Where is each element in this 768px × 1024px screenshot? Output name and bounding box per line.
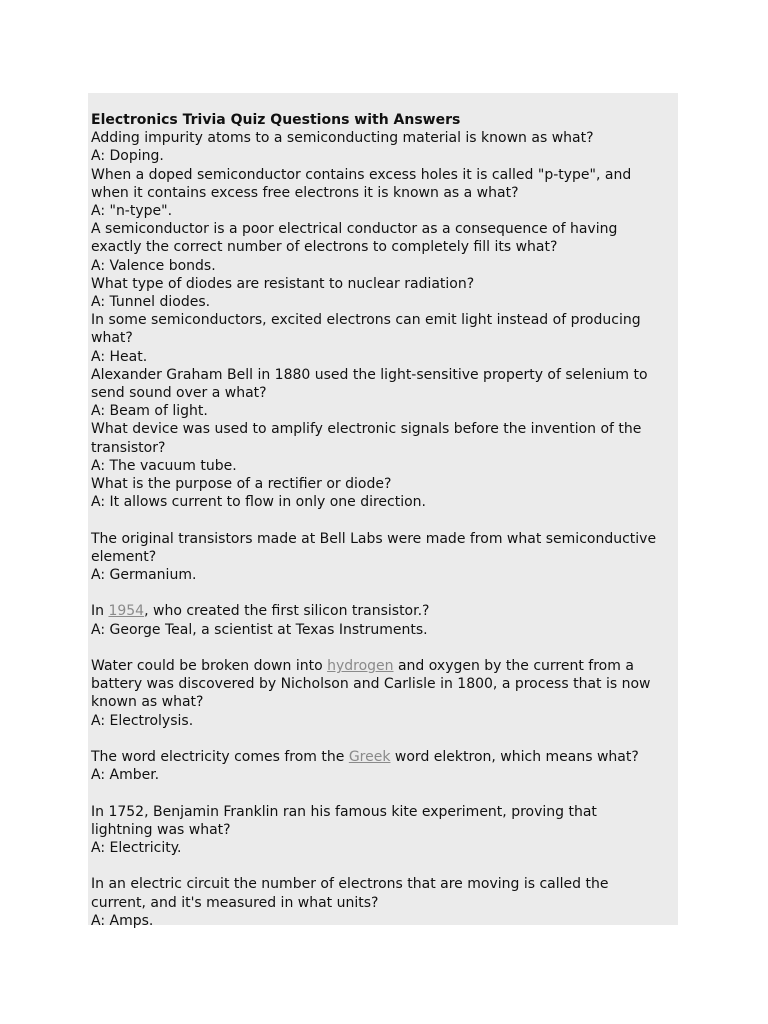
question-line: A semiconductor is a poor electrical conductor as a consequence of having — [91, 221, 618, 238]
answer-line: A: It allows current to flow in only one direction. — [91, 494, 427, 511]
question-line — [91, 602, 681, 620]
question-line: In some semiconductors, excited electrons can emit light instead of producing — [91, 312, 641, 329]
answer-line: A: The vacuum tube. — [91, 457, 237, 474]
answer-line: A: George Teal, a scientist at Texas Instruments. — [91, 621, 428, 638]
answer-line: A: Germanium. — [91, 567, 197, 584]
question-line: Adding impurity atoms to a semiconducting material is known as what? — [91, 130, 594, 147]
question-text: word elektron, which means what? — [390, 749, 639, 766]
question-line: When a doped semiconductor contains excess holes it is called "p-type", and — [91, 166, 632, 183]
question-line: current, and it's measured in what units? — [91, 894, 379, 911]
question-line: known as what? — [91, 694, 204, 711]
document-title: Electronics Trivia Quiz Questions with Answers — [91, 112, 461, 128]
paragraph-spacer — [91, 511, 681, 529]
link-hydrogen[interactable]: hydrogen — [327, 658, 394, 675]
question-text: and oxygen by the current from a — [393, 658, 634, 675]
paragraph-spacer — [91, 857, 681, 875]
question-text: , who created the first silicon transistor.? — [144, 603, 430, 620]
paragraph-spacer — [91, 784, 681, 802]
question-line: What type of diodes are resistant to nuclear radiation? — [91, 275, 475, 292]
question-text: In — [91, 603, 109, 620]
paragraph-spacer — [91, 639, 681, 657]
answer-line: A: Tunnel diodes. — [91, 294, 211, 311]
answer-line: A: Doping. — [91, 148, 164, 165]
question-line: what? — [91, 330, 133, 347]
question-text: Water could be broken down into — [91, 658, 328, 675]
question-line: exactly the correct number of electrons to completely fill its what? — [91, 239, 558, 256]
answer-line: A: Amber. — [91, 767, 160, 784]
answer-line: A: Beam of light. — [91, 403, 208, 420]
question-line: Alexander Graham Bell in 1880 used the light-sensitive property of selenium to — [91, 366, 648, 383]
question-text: The word electricity comes from the — [91, 749, 349, 766]
question-line: lightning was what? — [91, 821, 231, 838]
question-line: when it contains excess free electrons it is known as a what? — [91, 184, 519, 201]
paragraph-spacer — [91, 730, 681, 748]
question-line: transistor? — [91, 439, 166, 456]
link-1954[interactable]: 1954 — [108, 603, 145, 620]
document-body — [91, 111, 681, 930]
question-line: send sound over a what? — [91, 385, 267, 402]
paragraph-spacer — [91, 584, 681, 602]
answer-line: A: Amps. — [91, 912, 154, 929]
link-greek[interactable]: Greek — [348, 749, 391, 766]
answer-line: A: Heat. — [91, 348, 148, 365]
answer-line: A: "n-type". — [91, 203, 173, 220]
answer-line: A: Valence bonds. — [91, 257, 216, 274]
question-line: What device was used to amplify electronic signals before the invention of the — [91, 421, 642, 438]
question-line: element? — [91, 548, 157, 565]
question-line: The original transistors made at Bell Labs were made from what semiconductive — [91, 530, 657, 547]
answer-line: A: Electricity. — [91, 840, 182, 857]
question-line — [91, 657, 681, 675]
question-line: In 1752, Benjamin Franklin ran his famous kite experiment, proving that — [91, 803, 597, 820]
answer-line: A: Electrolysis. — [91, 712, 194, 729]
question-line: In an electric circuit the number of electrons that are moving is called the — [91, 876, 609, 893]
question-line: battery was discovered by Nicholson and Carlisle in 1800, a process that is now — [91, 676, 651, 693]
question-line: What is the purpose of a rectifier or diode? — [91, 476, 392, 493]
question-line — [91, 748, 681, 766]
